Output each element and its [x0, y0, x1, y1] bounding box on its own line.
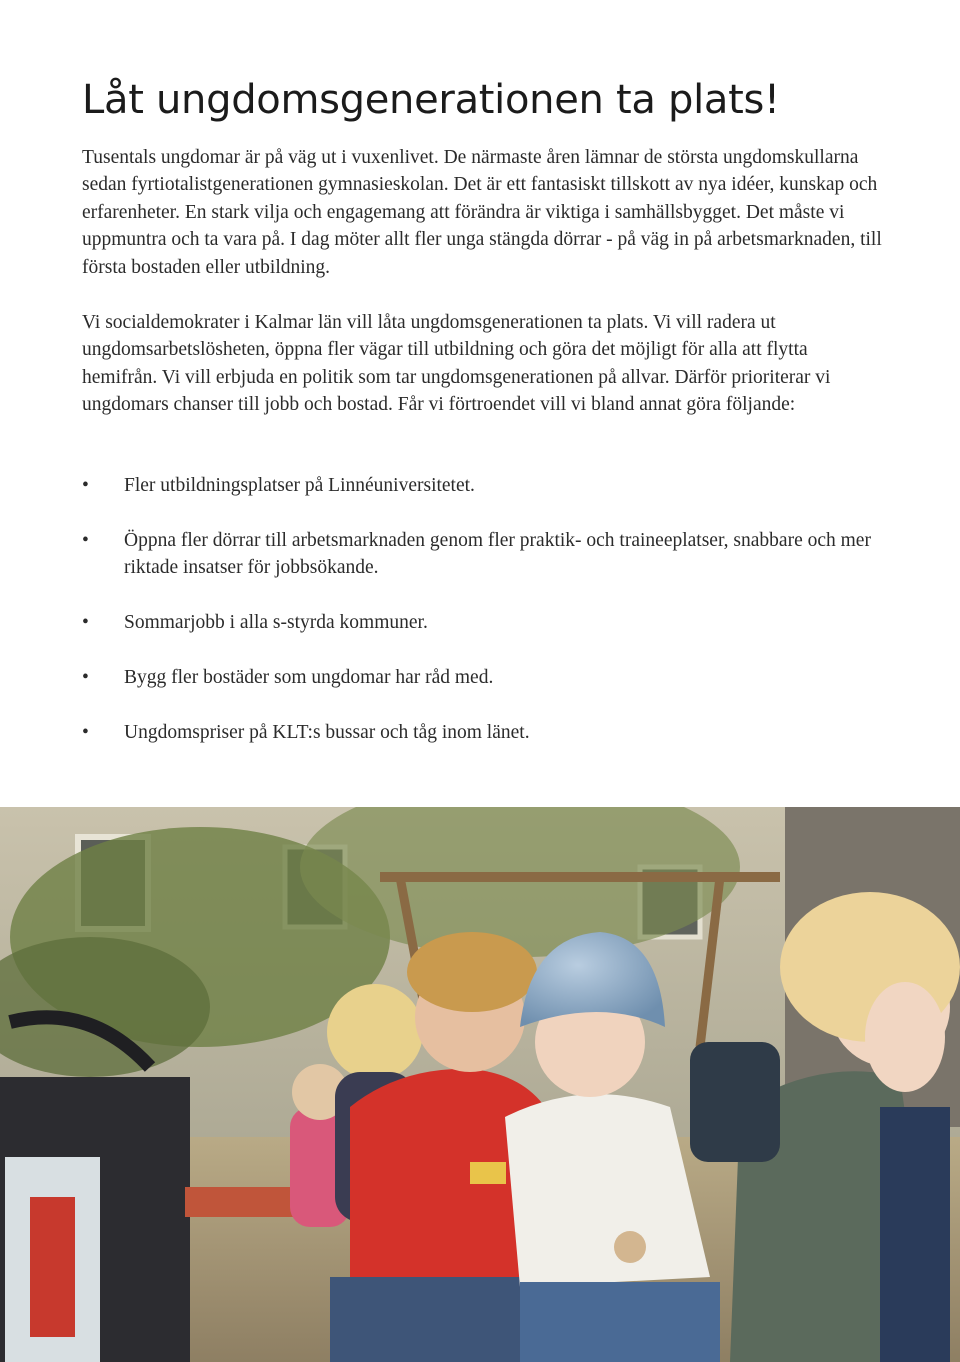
- bullet-icon: •: [82, 529, 89, 551]
- list-item: [82, 719, 882, 746]
- list-item: [82, 609, 882, 636]
- bullet-icon: •: [82, 721, 89, 743]
- list-item: [82, 664, 882, 691]
- proposal-list: [82, 472, 882, 773]
- page-title: Låt ungdomsgenerationen ta plats!: [82, 77, 780, 123]
- bullet-icon: •: [82, 666, 89, 688]
- backpack: [690, 1042, 780, 1162]
- bullet-icon: •: [82, 475, 89, 496]
- intro-paragraph: Tusentals ungdomar är på väg ut i vuxenlivet. De närmaste åren lämnar de största ungdomskullarna sedan fyrtiotalistgenerationen gymnasieskolan. Det är ett fantasiskt tillskott av nya idéer, kunskap och erfarenheter. En stark vilja och engagemang att förändra är viktiga i samhällsbygget. Det måste vi uppmuntra och ta vara på. I dag möter allt fler unga stängda dörrar - på väg in på arbetsmarknaden, till första bostaden eller utbildning.: [82, 147, 882, 278]
- list-item: [82, 527, 882, 582]
- list-item-text: Fler utbildningsplatser på Linnéuniversitetet.: [124, 475, 475, 496]
- list-item-text: Sommarjobb i alla s-styrda kommuner.: [124, 612, 428, 633]
- list-item-text: Ungdomspriser på KLT:s bussar och tåg inom länet.: [124, 721, 530, 743]
- list-item-text: Öppna fler dörrar till arbetsmarknaden genom fler praktik- och traineeplatser, snabbare och mer riktade insatser för jobbsökande.: [124, 529, 871, 579]
- bullet-icon: •: [82, 612, 89, 633]
- list-item-text: Bygg fler bostäder som ungdomar har råd med.: [124, 666, 494, 688]
- children-playground-photo: [0, 807, 960, 1362]
- list-item: [82, 472, 882, 499]
- policy-paragraph: Vi socialdemokrater i Kalmar län vill låta ungdomsgenerationen ta plats. Vi vill radera ut ungdomsarbetslösheten, öppna fler vägar till utbildning och göra det möjligt för alla att flytta hemifrån. Vi vill erbjuda en politik som tar ungdomsgenerationen på allvar. Därför prioriterar vi ungdomars chanser till jobb och bostad. Får vi förtroendet vill vi bland annat göra följande:: [82, 312, 831, 416]
- child-back: [327, 984, 423, 1080]
- shopping-bag-print: [30, 1197, 75, 1337]
